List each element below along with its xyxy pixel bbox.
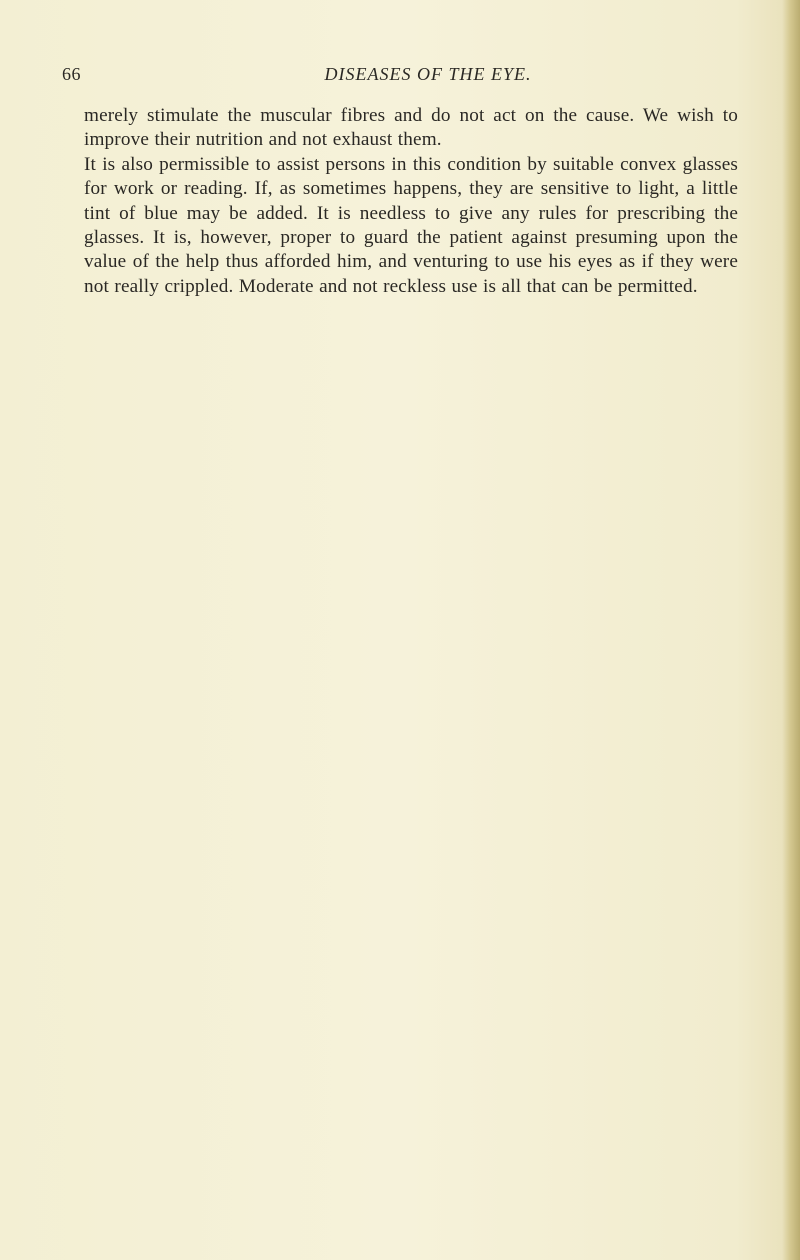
running-title: DISEASES OF THE EYE. [324, 64, 532, 84]
running-head [62, 62, 754, 86]
paragraph-continued: merely stimulate the muscular fibres and do not act on the cause. We wish to improve their nutrition and not exhaust them. [84, 105, 738, 151]
body-text [84, 104, 738, 299]
paragraph-convex-glasses: It is also permissible to assist persons in this condition by suitable convex glasses for work or reading. If, as sometimes happens, they are sensitive to light, a little tint of blue may be added. It is needless to give any rules for prescribing the glasses. It is, however, proper to guard the patient against presuming upon the value of the help thus afforded him, and venturing to use his eyes as if they were not really crippled. Moderate and not reckless use is all that can be permitted. [84, 153, 738, 297]
page-number: 66 [62, 64, 81, 84]
page-edge-shadow [782, 0, 800, 1260]
